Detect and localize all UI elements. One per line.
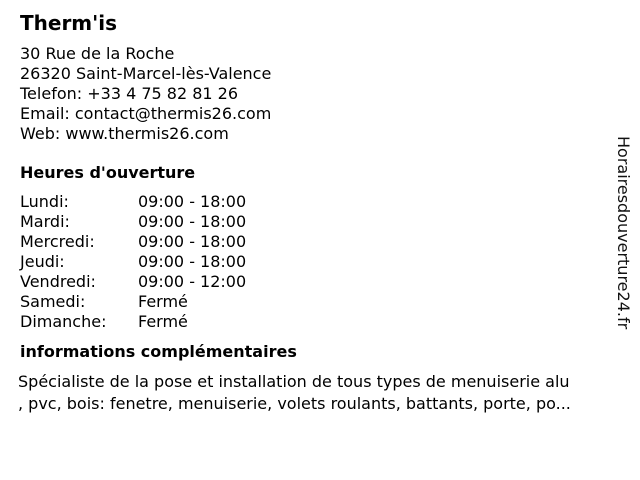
email-text: Email: contact@thermis26.com	[20, 104, 272, 123]
hours-day: Jeudi:	[20, 252, 65, 271]
hours-time: 09:00 - 18:00	[138, 232, 247, 251]
hours-time: Fermé	[138, 292, 188, 311]
address-street: 30 Rue de la Roche	[20, 44, 175, 63]
hours-time: Fermé	[138, 312, 188, 331]
hours-time: 09:00 - 12:00	[138, 272, 247, 291]
business-card	[20, 10, 620, 415]
hours-row-jeudi	[20, 252, 620, 272]
hours-row-dimanche	[20, 312, 620, 332]
hours-row-mardi	[20, 212, 620, 232]
phone-text: Telefon: +33 4 75 82 81 26	[20, 84, 239, 103]
additional-info-text	[18, 371, 630, 415]
hours-row-mercredi	[20, 232, 620, 252]
address-block	[20, 44, 620, 144]
hours-day: Lundi:	[20, 192, 69, 211]
hours-day: Samedi:	[20, 292, 86, 311]
additional-info-line: , pvc, bois: fenetre, menuiserie, volets roulants, battants, porte, po...	[18, 394, 571, 413]
opening-hours-heading: Heures d'ouverture	[20, 163, 196, 182]
hours-row-samedi	[20, 292, 620, 312]
hours-time: 09:00 - 18:00	[138, 212, 247, 231]
hours-row-lundi	[20, 192, 620, 212]
site-watermark: Horairesdouverture24.fr	[614, 136, 633, 330]
business-name: Therm'is	[20, 11, 118, 35]
website-text: Web: www.thermis26.com	[20, 124, 229, 143]
hours-day: Vendredi:	[20, 272, 96, 291]
address-city: 26320 Saint-Marcel-lès-Valence	[20, 64, 272, 83]
hours-day: Mercredi:	[20, 232, 95, 251]
hours-day: Mardi:	[20, 212, 70, 231]
hours-row-vendredi	[20, 272, 620, 292]
hours-day: Dimanche:	[20, 312, 107, 331]
opening-hours-list	[20, 192, 620, 332]
hours-time: 09:00 - 18:00	[138, 192, 247, 211]
hours-time: 09:00 - 18:00	[138, 252, 247, 271]
additional-info-heading: informations complémentaires	[20, 342, 297, 361]
additional-info-line: Spécialiste de la pose et installation de tous types de menuiserie alu	[18, 372, 570, 391]
